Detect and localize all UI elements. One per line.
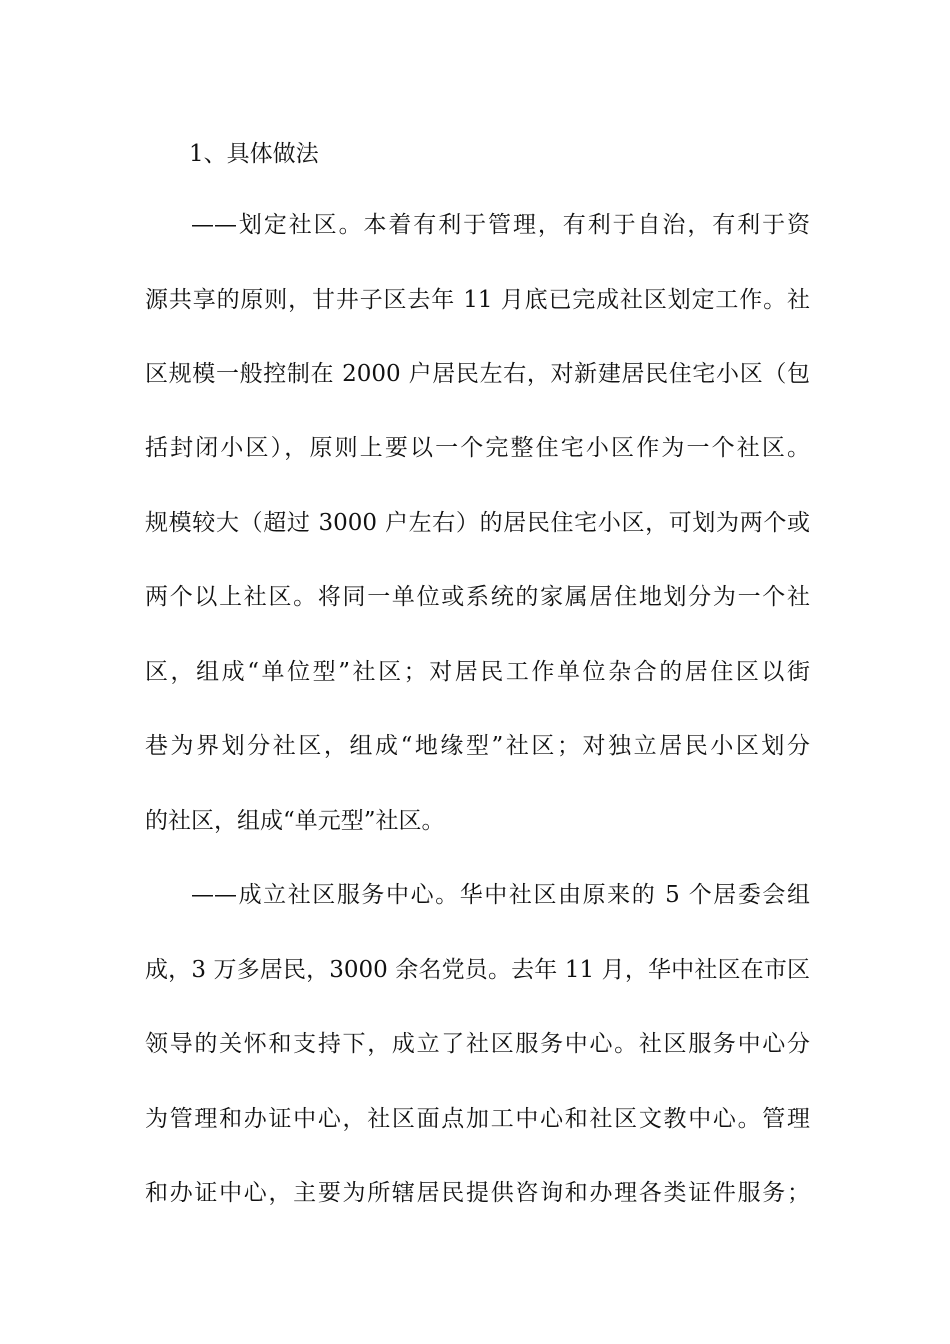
paragraph-line: ——成立社区服务中心。华中社区由原来的 5 个居委会组 [191, 882, 810, 908]
paragraph-line: 区，组成“单位型”社区；对居民工作单位杂合的居住区以街 [145, 659, 810, 685]
section-heading: 1、具体做法 [189, 141, 319, 167]
paragraph-line: 巷为界划分社区，组成“地缘型”社区；对独立居民小区划分 [145, 733, 810, 759]
paragraph-line: 两个以上社区。将同一单位或系统的家属居住地划分为一个社 [145, 584, 810, 610]
paragraph-line: 括封闭小区），原则上要以一个完整住宅小区作为一个社区。 [145, 435, 810, 461]
paragraph-line: 和办证中心，主要为所辖居民提供咨询和办理各类证件服务； [145, 1180, 810, 1206]
paragraph-line: 源共享的原则，甘井子区去年 11 月底已完成社区划定工作。社 [145, 287, 810, 313]
paragraph-line: 成，3 万多居民，3000 余名党员。去年 11 月，华中社区在市区 [145, 957, 810, 983]
paragraph-line: 为管理和办证中心，社区面点加工中心和社区文教中心。管理 [145, 1106, 810, 1132]
paragraph-line: 规模较大（超过 3000 户左右）的居民住宅小区，可划为两个或 [145, 510, 810, 536]
paragraph-line: 区规模一般控制在 2000 户居民左右，对新建居民住宅小区（包 [145, 361, 810, 387]
paragraph-line: 领导的关怀和支持下，成立了社区服务中心。社区服务中心分 [145, 1031, 810, 1057]
paragraph-line: ——划定社区。本着有利于管理，有利于自治，有利于资 [191, 212, 810, 238]
paragraph-line: 的社区，组成“单元型”社区。 [145, 808, 445, 834]
